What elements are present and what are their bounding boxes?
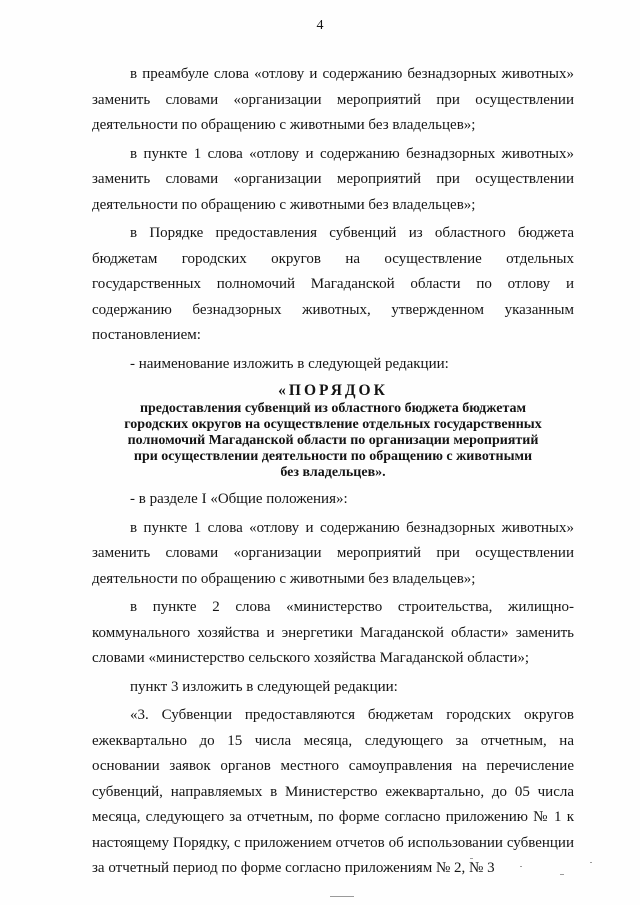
procedure-title — [92, 381, 574, 481]
paragraph-section-1: - в разделе I «Общие положения»: — [130, 491, 348, 507]
paragraph-preamble-amendment: в преамбуле слова «отлову и содержанию безнадзорных животных» заменить словами «организации мероприятий при осуществлении деятельности по обращению с животными без владельцев»; — [92, 66, 574, 133]
procedure-title-line: при осуществлении деятельности по обращению с животными — [133, 449, 533, 464]
procedure-title-line: предоставления субвенций из областного бюджета бюджетам — [139, 401, 527, 416]
paragraph-procedure-intro: в Порядке предоставления субвенций из областного бюджета бюджетам городских округов на осуществление отдельных государственных полномочий Магаданской области по отлову и содержанию безнадзорных животных, утвержденном указанным постановлением: — [92, 225, 574, 343]
paragraph-clause-3-intro: пункт 3 изложить в следующей редакции: — [130, 678, 398, 695]
procedure-title-line: полномочий Магаданской области по организации мероприятий — [127, 433, 539, 448]
procedure-title-main: «ПОРЯДОК — [278, 382, 388, 399]
page-number: 4 — [316, 18, 324, 33]
paragraph-section-1-clause-1: в пункте 1 слова «отлову и содержанию безнадзорных животных» заменить словами «организации мероприятий при осуществлении деятельности по обращению с животными без владельцев»; — [92, 519, 574, 587]
paragraph-clause-3-text: «3. Субвенции предоставляются бюджетам городских округов ежеквартально до 15 числа месяца, следующего за отчетным, на основании заявок органов местного самоуправления на перечисление субвенций, направляемых в Министерство ежеквартально, до 05 числа месяца, следующего за отчетным, по форме согласно приложению № 1 к настоящему Порядку, с приложением отчетов об использовании субвенции за отчетный период по форме согласно приложениям № 2, № 3 — [92, 707, 574, 876]
procedure-title-line: без владельцев». — [280, 465, 386, 480]
document-body — [92, 62, 574, 882]
scan-artifact — [470, 858, 473, 859]
procedure-title-line: городских округов на осуществление отдельных государственных — [124, 417, 542, 432]
scan-artifact — [590, 862, 592, 863]
paragraph-section-1-clause-2: в пункте 2 слова «министерство строительства, жилищно-коммунального хозяйства и энергетики Магаданской области» заменить словами «министерство сельского хозяйства Магаданской области»; — [92, 599, 574, 666]
scan-artifact — [560, 874, 564, 875]
paragraph-clause-1-amendment: в пункте 1 слова «отлову и содержанию безнадзорных животных» заменить словами «организации мероприятий при осуществлении деятельности по обращению с животными без владельцев»; — [92, 145, 574, 213]
paragraph-title-change: - наименование изложить в следующей редакции: — [130, 355, 449, 372]
scan-artifact — [520, 866, 522, 867]
scan-artifact — [330, 896, 354, 897]
